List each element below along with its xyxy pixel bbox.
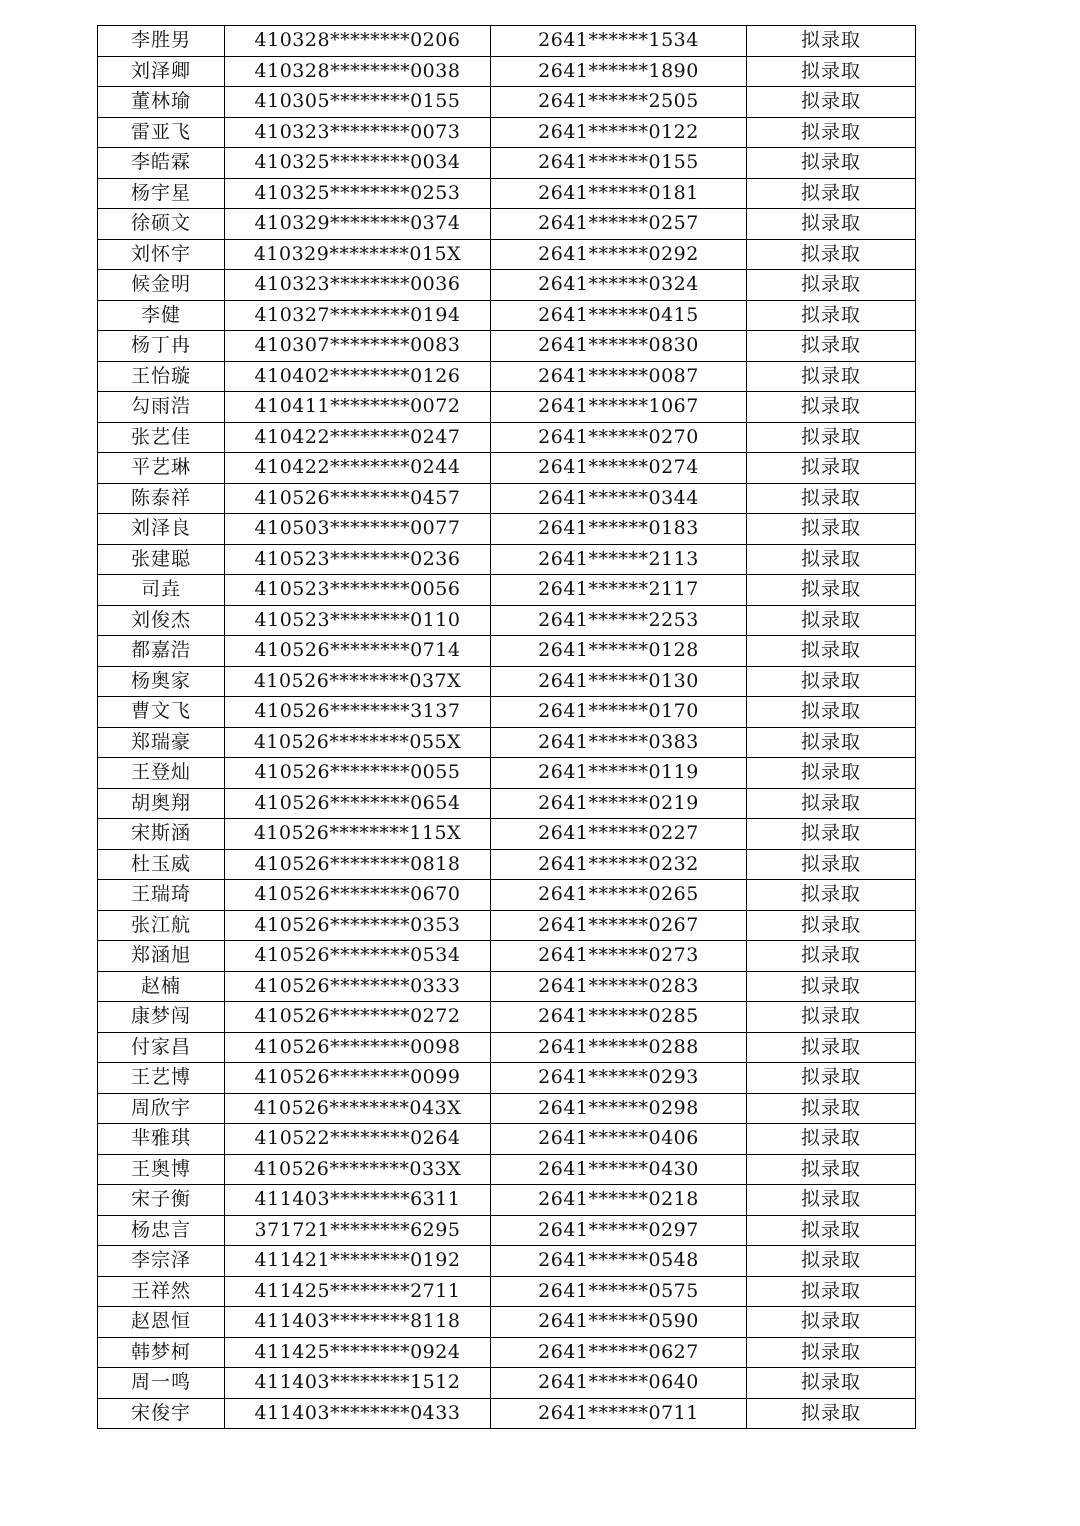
id-number-cell: 410329********015X [225, 239, 491, 270]
id-number-cell: 410526********0272 [225, 1002, 491, 1033]
table-row [98, 117, 916, 148]
id-number-cell: 410526********0818 [225, 849, 491, 880]
table-row [98, 239, 916, 270]
status-cell: 拟录取 [747, 1002, 916, 1033]
id-number-cell: 410526********3137 [225, 697, 491, 728]
name-cell: 杨奥家 [98, 666, 225, 697]
table-row [98, 971, 916, 1002]
name-cell: 宋子衡 [98, 1185, 225, 1216]
status-cell: 拟录取 [747, 941, 916, 972]
status-cell: 拟录取 [747, 1124, 916, 1155]
table-row [98, 331, 916, 362]
exam-number-cell: 2641******0324 [491, 270, 747, 301]
id-number-cell: 410526********0654 [225, 788, 491, 819]
id-number-cell: 410522********0264 [225, 1124, 491, 1155]
name-cell: 陈泰祥 [98, 483, 225, 514]
name-cell: 康梦闯 [98, 1002, 225, 1033]
name-cell: 宋斯涵 [98, 819, 225, 850]
id-number-cell: 410325********0253 [225, 178, 491, 209]
id-number-cell: 411403********6311 [225, 1185, 491, 1216]
exam-number-cell: 2641******0218 [491, 1185, 747, 1216]
name-cell: 雷亚飞 [98, 117, 225, 148]
table-row [98, 209, 916, 240]
name-cell: 张建聪 [98, 544, 225, 575]
id-number-cell: 410422********0244 [225, 453, 491, 484]
exam-number-cell: 2641******0273 [491, 941, 747, 972]
id-number-cell: 410305********0155 [225, 87, 491, 118]
id-number-cell: 410526********115X [225, 819, 491, 850]
status-cell: 拟录取 [747, 483, 916, 514]
table-row [98, 270, 916, 301]
status-cell: 拟录取 [747, 514, 916, 545]
name-cell: 王登灿 [98, 758, 225, 789]
name-cell: 赵楠 [98, 971, 225, 1002]
id-number-cell: 410526********0534 [225, 941, 491, 972]
id-number-cell: 411403********0433 [225, 1398, 491, 1429]
table-row [98, 697, 916, 728]
status-cell: 拟录取 [747, 1368, 916, 1399]
id-number-cell: 410329********0374 [225, 209, 491, 240]
table-row [98, 1246, 916, 1277]
id-number-cell: 410526********0333 [225, 971, 491, 1002]
status-cell: 拟录取 [747, 148, 916, 179]
id-number-cell: 410422********0247 [225, 422, 491, 453]
table-row [98, 26, 916, 57]
name-cell: 司垚 [98, 575, 225, 606]
status-cell: 拟录取 [747, 178, 916, 209]
exam-number-cell: 2641******0298 [491, 1093, 747, 1124]
table-row [98, 56, 916, 87]
table-row [98, 453, 916, 484]
table-row [98, 1124, 916, 1155]
exam-number-cell: 2641******0267 [491, 910, 747, 941]
id-number-cell: 410328********0038 [225, 56, 491, 87]
name-cell: 芈雅琪 [98, 1124, 225, 1155]
status-cell: 拟录取 [747, 727, 916, 758]
status-cell: 拟录取 [747, 1032, 916, 1063]
status-cell: 拟录取 [747, 87, 916, 118]
name-cell: 王祥然 [98, 1276, 225, 1307]
id-number-cell: 410526********033X [225, 1154, 491, 1185]
exam-number-cell: 2641******1067 [491, 392, 747, 423]
exam-number-cell: 2641******0640 [491, 1368, 747, 1399]
table-row [98, 1002, 916, 1033]
status-cell: 拟录取 [747, 819, 916, 850]
status-cell: 拟录取 [747, 697, 916, 728]
status-cell: 拟录取 [747, 239, 916, 270]
status-cell: 拟录取 [747, 636, 916, 667]
exam-number-cell: 2641******2117 [491, 575, 747, 606]
exam-number-cell: 2641******0288 [491, 1032, 747, 1063]
exam-number-cell: 2641******0383 [491, 727, 747, 758]
status-cell: 拟录取 [747, 1154, 916, 1185]
name-cell: 李宗泽 [98, 1246, 225, 1277]
status-cell: 拟录取 [747, 849, 916, 880]
name-cell: 王怡璇 [98, 361, 225, 392]
name-cell: 勾雨浩 [98, 392, 225, 423]
id-number-cell: 371721********6295 [225, 1215, 491, 1246]
name-cell: 张艺佳 [98, 422, 225, 453]
status-cell: 拟录取 [747, 1093, 916, 1124]
table-row [98, 1185, 916, 1216]
name-cell: 韩梦柯 [98, 1337, 225, 1368]
status-cell: 拟录取 [747, 880, 916, 911]
table-row [98, 1063, 916, 1094]
id-number-cell: 410503********0077 [225, 514, 491, 545]
name-cell: 李健 [98, 300, 225, 331]
id-number-cell: 410526********0714 [225, 636, 491, 667]
exam-number-cell: 2641******0406 [491, 1124, 747, 1155]
table-row [98, 666, 916, 697]
exam-number-cell: 2641******0183 [491, 514, 747, 545]
id-number-cell: 410523********0056 [225, 575, 491, 606]
status-cell: 拟录取 [747, 1185, 916, 1216]
name-cell: 曹文飞 [98, 697, 225, 728]
status-cell: 拟录取 [747, 270, 916, 301]
id-number-cell: 410526********055X [225, 727, 491, 758]
table-row [98, 422, 916, 453]
exam-number-cell: 2641******0292 [491, 239, 747, 270]
exam-number-cell: 2641******1534 [491, 26, 747, 57]
exam-number-cell: 2641******0344 [491, 483, 747, 514]
name-cell: 刘泽卿 [98, 56, 225, 87]
roster-table-body [98, 26, 916, 1429]
exam-number-cell: 2641******0181 [491, 178, 747, 209]
table-row [98, 87, 916, 118]
exam-number-cell: 2641******0285 [491, 1002, 747, 1033]
status-cell: 拟录取 [747, 758, 916, 789]
name-cell: 胡奥翔 [98, 788, 225, 819]
table-row [98, 514, 916, 545]
name-cell: 徐硕文 [98, 209, 225, 240]
table-row [98, 849, 916, 880]
id-number-cell: 410526********0353 [225, 910, 491, 941]
status-cell: 拟录取 [747, 544, 916, 575]
status-cell: 拟录取 [747, 605, 916, 636]
id-number-cell: 410526********0099 [225, 1063, 491, 1094]
name-cell: 杨丁冉 [98, 331, 225, 362]
exam-number-cell: 2641******0119 [491, 758, 747, 789]
status-cell: 拟录取 [747, 1063, 916, 1094]
id-number-cell: 410526********037X [225, 666, 491, 697]
table-row [98, 819, 916, 850]
name-cell: 刘怀宇 [98, 239, 225, 270]
exam-number-cell: 2641******0257 [491, 209, 747, 240]
id-number-cell: 411421********0192 [225, 1246, 491, 1277]
id-number-cell: 410526********0670 [225, 880, 491, 911]
exam-number-cell: 2641******2253 [491, 605, 747, 636]
name-cell: 李皓霖 [98, 148, 225, 179]
status-cell: 拟录取 [747, 1398, 916, 1429]
status-cell: 拟录取 [747, 1337, 916, 1368]
id-number-cell: 410523********0110 [225, 605, 491, 636]
table-row [98, 1368, 916, 1399]
exam-number-cell: 2641******0130 [491, 666, 747, 697]
name-cell: 周欣宇 [98, 1093, 225, 1124]
table-row [98, 605, 916, 636]
exam-number-cell: 2641******0265 [491, 880, 747, 911]
status-cell: 拟录取 [747, 1215, 916, 1246]
name-cell: 刘俊杰 [98, 605, 225, 636]
id-number-cell: 410526********043X [225, 1093, 491, 1124]
name-cell: 杨忠言 [98, 1215, 225, 1246]
id-number-cell: 410526********0457 [225, 483, 491, 514]
name-cell: 平艺琳 [98, 453, 225, 484]
name-cell: 郑涵旭 [98, 941, 225, 972]
table-row [98, 1154, 916, 1185]
id-number-cell: 410402********0126 [225, 361, 491, 392]
status-cell: 拟录取 [747, 56, 916, 87]
table-row [98, 483, 916, 514]
id-number-cell: 411425********0924 [225, 1337, 491, 1368]
admission-roster-table [97, 25, 916, 1429]
name-cell: 王奥博 [98, 1154, 225, 1185]
exam-number-cell: 2641******0415 [491, 300, 747, 331]
exam-number-cell: 2641******0128 [491, 636, 747, 667]
name-cell: 王瑞琦 [98, 880, 225, 911]
exam-number-cell: 2641******0548 [491, 1246, 747, 1277]
table-row [98, 575, 916, 606]
exam-number-cell: 2641******0830 [491, 331, 747, 362]
exam-number-cell: 2641******0087 [491, 361, 747, 392]
name-cell: 王艺博 [98, 1063, 225, 1094]
id-number-cell: 410526********0098 [225, 1032, 491, 1063]
table-row [98, 1276, 916, 1307]
table-row [98, 178, 916, 209]
name-cell: 都嘉浩 [98, 636, 225, 667]
table-row [98, 1337, 916, 1368]
id-number-cell: 410325********0034 [225, 148, 491, 179]
status-cell: 拟录取 [747, 300, 916, 331]
table-row [98, 148, 916, 179]
id-number-cell: 411425********2711 [225, 1276, 491, 1307]
exam-number-cell: 2641******2113 [491, 544, 747, 575]
id-number-cell: 410323********0073 [225, 117, 491, 148]
exam-number-cell: 2641******2505 [491, 87, 747, 118]
name-cell: 李胜男 [98, 26, 225, 57]
status-cell: 拟录取 [747, 26, 916, 57]
id-number-cell: 410526********0055 [225, 758, 491, 789]
exam-number-cell: 2641******0627 [491, 1337, 747, 1368]
exam-number-cell: 2641******0232 [491, 849, 747, 880]
id-number-cell: 410328********0206 [225, 26, 491, 57]
id-number-cell: 410411********0072 [225, 392, 491, 423]
status-cell: 拟录取 [747, 1246, 916, 1277]
name-cell: 周一鸣 [98, 1368, 225, 1399]
id-number-cell: 410323********0036 [225, 270, 491, 301]
exam-number-cell: 2641******0122 [491, 117, 747, 148]
status-cell: 拟录取 [747, 971, 916, 1002]
exam-number-cell: 2641******1890 [491, 56, 747, 87]
exam-number-cell: 2641******0155 [491, 148, 747, 179]
exam-number-cell: 2641******0293 [491, 1063, 747, 1094]
exam-number-cell: 2641******0575 [491, 1276, 747, 1307]
status-cell: 拟录取 [747, 453, 916, 484]
name-cell: 杜玉威 [98, 849, 225, 880]
table-row [98, 300, 916, 331]
exam-number-cell: 2641******0283 [491, 971, 747, 1002]
status-cell: 拟录取 [747, 117, 916, 148]
name-cell: 付家昌 [98, 1032, 225, 1063]
table-row [98, 636, 916, 667]
status-cell: 拟录取 [747, 422, 916, 453]
name-cell: 刘泽良 [98, 514, 225, 545]
exam-number-cell: 2641******0430 [491, 1154, 747, 1185]
status-cell: 拟录取 [747, 392, 916, 423]
table-row [98, 941, 916, 972]
status-cell: 拟录取 [747, 1276, 916, 1307]
exam-number-cell: 2641******0227 [491, 819, 747, 850]
table-row [98, 1307, 916, 1338]
table-row [98, 910, 916, 941]
table-row [98, 1093, 916, 1124]
exam-number-cell: 2641******0270 [491, 422, 747, 453]
exam-number-cell: 2641******0219 [491, 788, 747, 819]
name-cell: 郑瑞豪 [98, 727, 225, 758]
table-row [98, 361, 916, 392]
status-cell: 拟录取 [747, 910, 916, 941]
id-number-cell: 410523********0236 [225, 544, 491, 575]
table-row [98, 727, 916, 758]
status-cell: 拟录取 [747, 666, 916, 697]
status-cell: 拟录取 [747, 575, 916, 606]
table-row [98, 880, 916, 911]
table-row [98, 788, 916, 819]
name-cell: 张江航 [98, 910, 225, 941]
status-cell: 拟录取 [747, 361, 916, 392]
id-number-cell: 411403********1512 [225, 1368, 491, 1399]
name-cell: 宋俊宇 [98, 1398, 225, 1429]
exam-number-cell: 2641******0711 [491, 1398, 747, 1429]
status-cell: 拟录取 [747, 209, 916, 240]
table-row [98, 392, 916, 423]
name-cell: 董林瑜 [98, 87, 225, 118]
admission-roster-sheet [97, 25, 915, 1429]
exam-number-cell: 2641******0297 [491, 1215, 747, 1246]
table-row [98, 544, 916, 575]
table-row [98, 1215, 916, 1246]
id-number-cell: 410307********0083 [225, 331, 491, 362]
status-cell: 拟录取 [747, 1307, 916, 1338]
table-row [98, 1032, 916, 1063]
status-cell: 拟录取 [747, 788, 916, 819]
name-cell: 候金明 [98, 270, 225, 301]
status-cell: 拟录取 [747, 331, 916, 362]
name-cell: 赵恩恒 [98, 1307, 225, 1338]
exam-number-cell: 2641******0590 [491, 1307, 747, 1338]
id-number-cell: 411403********8118 [225, 1307, 491, 1338]
table-row [98, 1398, 916, 1429]
exam-number-cell: 2641******0274 [491, 453, 747, 484]
table-row [98, 758, 916, 789]
name-cell: 杨宇星 [98, 178, 225, 209]
id-number-cell: 410327********0194 [225, 300, 491, 331]
exam-number-cell: 2641******0170 [491, 697, 747, 728]
